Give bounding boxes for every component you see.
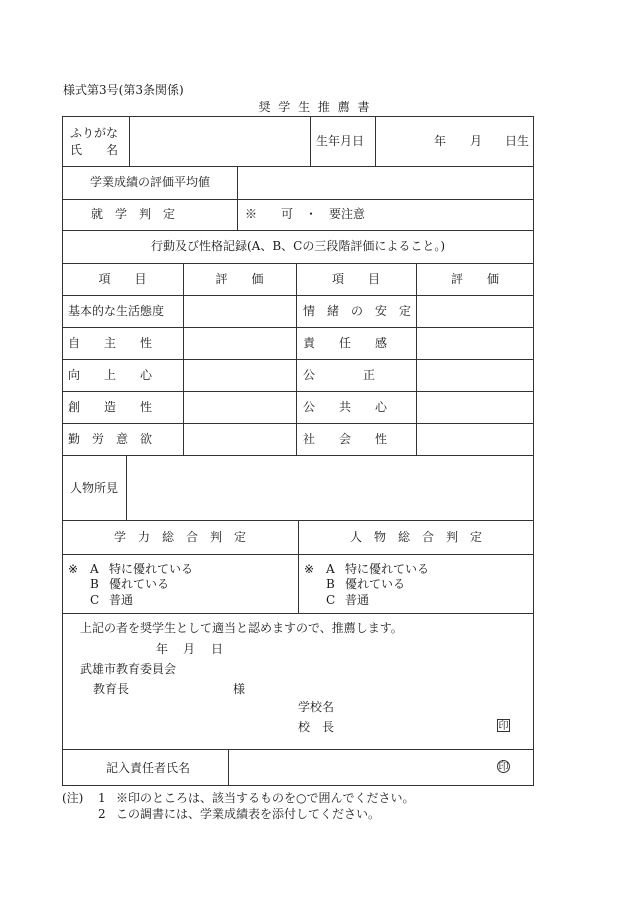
date-year-label: 年 — [156, 642, 169, 656]
character-overall-title: 人 物 総 合 判 定 — [349, 530, 482, 544]
grade-average-label: 学業成績の評価平均値 — [90, 175, 211, 189]
recommendation-statement: 上記の者を奨学生として適当と認めますので、推薦します。 — [80, 621, 403, 635]
recorder-name-label: 記入責任者氏名 — [106, 761, 191, 775]
row-divider — [62, 613, 534, 614]
behavior-item-emotional-stability: 情 緒 の 安 定 — [303, 304, 412, 318]
seal-mark: 印 — [498, 721, 509, 732]
form-number: 様式第3号(第3条関係) — [63, 83, 184, 97]
option-text: 特に優れている — [345, 562, 430, 576]
enrollment-judgement-label: 就 学 判 定 — [91, 207, 176, 221]
behavior-item-creativity: 創 造 性 — [68, 400, 153, 414]
note-number: 1 — [98, 791, 106, 805]
mark-symbol: ※ — [304, 562, 315, 576]
row-divider — [62, 166, 534, 167]
option-text: 普通 — [109, 593, 134, 607]
row-divider — [62, 199, 534, 200]
behavior-item-sociability: 社 会 性 — [303, 432, 388, 446]
superintendent-label: 教育長 — [93, 682, 130, 696]
row-divider — [62, 359, 534, 360]
col-divider — [416, 263, 417, 455]
note-number: 2 — [98, 807, 106, 821]
date-day-label: 日 — [211, 642, 224, 656]
option-letter: A — [90, 562, 99, 576]
option-text: 優れている — [109, 577, 170, 591]
option-letter: B — [326, 577, 335, 591]
option-text: 優れている — [345, 577, 406, 591]
col-divider — [237, 166, 238, 230]
col-divider — [296, 263, 297, 455]
evaluation-column-header: 評 価 — [215, 272, 264, 286]
personality-observation-label: 人物所見 — [70, 481, 119, 495]
behavior-item-public-spirit: 公 共 心 — [303, 400, 388, 414]
note-text: この調書には、学業成績表を添付してください。 — [116, 807, 381, 821]
option-letter: A — [326, 562, 335, 576]
col-divider — [228, 749, 229, 786]
name-label: 氏 名 — [70, 143, 119, 157]
honorific-label: 様 — [233, 682, 246, 696]
principal-label: 校 長 — [298, 720, 335, 734]
col-divider — [375, 116, 376, 166]
row-divider — [62, 230, 534, 231]
birth-month-label: 月 — [470, 134, 483, 148]
school-name-label: 学校名 — [298, 700, 335, 714]
row-divider — [62, 749, 534, 750]
date-month-label: 月 — [183, 642, 196, 656]
row-divider — [62, 423, 534, 424]
enrollment-judgement-value: ※ 可 ・ 要注意 — [245, 207, 366, 221]
evaluation-column-header: 評 価 — [450, 272, 499, 286]
document-title: 奨 学 生 推 薦 書 — [258, 100, 372, 114]
row-divider — [62, 295, 534, 296]
option-text: 普通 — [345, 593, 370, 607]
option-letter: C — [90, 593, 100, 607]
furigana-label: ふりがな — [70, 126, 119, 140]
row-divider — [62, 391, 534, 392]
row-divider — [62, 455, 534, 456]
item-column-header: 項 目 — [98, 272, 147, 286]
birthdate-label: 生年月日 — [316, 134, 365, 148]
birth-year-label: 年 — [434, 134, 447, 148]
row-divider — [62, 327, 534, 328]
behavior-item-independence: 自 主 性 — [68, 336, 153, 350]
behavior-item-responsibility: 責 任 感 — [303, 336, 388, 350]
behavior-item-daily-attitude: 基本的な生活態度 — [68, 304, 165, 318]
seal-mark-round: 印 — [498, 762, 509, 773]
item-column-header: 項 目 — [331, 272, 380, 286]
behavior-item-ambition: 向 上 心 — [68, 368, 153, 382]
notes-prefix: (注) — [62, 791, 84, 805]
col-divider — [129, 116, 130, 166]
col-divider — [183, 263, 184, 455]
option-letter: C — [326, 593, 336, 607]
option-letter: B — [90, 577, 99, 591]
board-of-education: 武雄市教育委員会 — [80, 662, 177, 676]
col-divider — [310, 116, 311, 166]
row-divider — [62, 263, 534, 264]
behavior-record-title: 行動及び性格記録(A、B、Cの三段階評価によること。) — [150, 239, 446, 253]
note-text: ※印のところは、該当するものを○で囲んでください。 — [116, 791, 415, 805]
academic-overall-title: 学 力 総 合 判 定 — [113, 530, 246, 544]
option-text: 特に優れている — [109, 562, 194, 576]
col-divider — [126, 455, 127, 520]
mark-symbol: ※ — [68, 562, 79, 576]
behavior-item-fairness: 公 正 — [303, 368, 376, 382]
behavior-item-work-ethic: 勤 労 意 欲 — [68, 432, 153, 446]
birth-day-label: 日生 — [505, 134, 530, 148]
